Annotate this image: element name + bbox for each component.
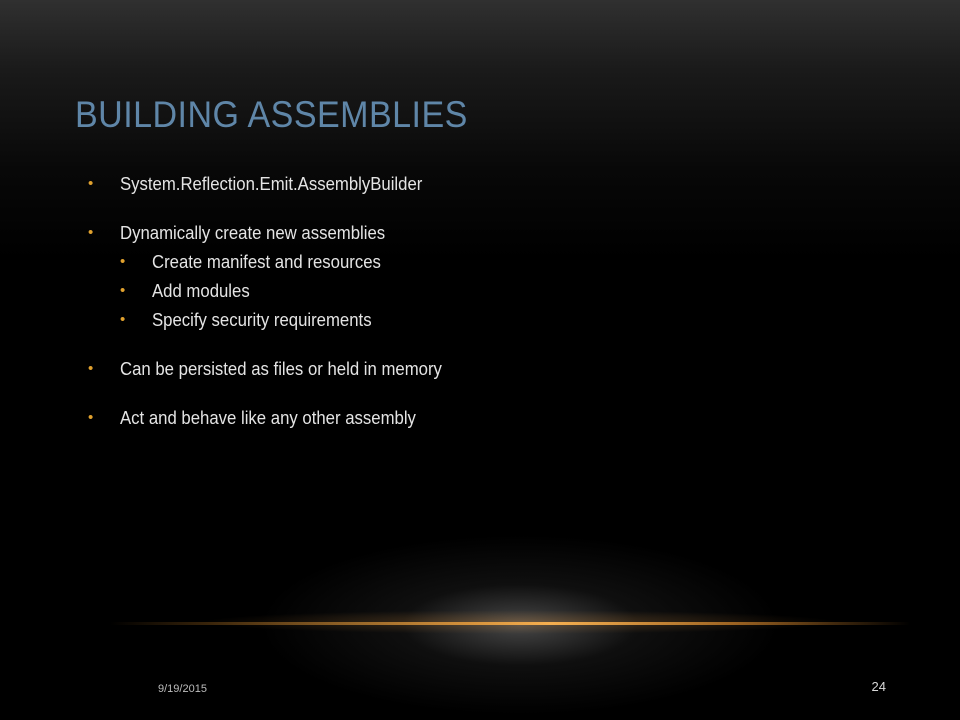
sub-bullet-item	[120, 250, 868, 274]
bullet-text: Dynamically create new assemblies	[120, 223, 386, 243]
sub-bullet-text: Add modules	[152, 281, 250, 301]
sub-bullet-item	[120, 279, 868, 303]
slide-title: BUILDING ASSEMBLIES	[75, 94, 468, 135]
bullet-item	[88, 221, 868, 245]
page-number: 24	[871, 679, 886, 694]
bullet-item	[88, 406, 868, 430]
bullet-text: System.Reflection.Emit.AssemblyBuilder	[120, 174, 423, 194]
sub-bullet-item	[120, 308, 868, 332]
bullet-dot-icon: •	[120, 311, 126, 328]
bullet-dot-icon: •	[88, 175, 94, 192]
bullet-dot-icon: •	[88, 224, 94, 241]
footer-date: 9/19/2015	[158, 683, 207, 695]
sub-bullet-text: Create manifest and resources	[152, 252, 381, 272]
bullet-dot-icon: •	[88, 360, 94, 377]
bullet-dot-icon: •	[88, 409, 94, 426]
bullet-item	[88, 172, 868, 196]
bullet-text: Can be persisted as files or held in memory	[120, 359, 442, 379]
bullet-dot-icon: •	[120, 282, 126, 299]
bullet-text: Act and behave like any other assembly	[120, 408, 416, 428]
accent-line	[110, 622, 910, 625]
bullet-item	[88, 357, 868, 381]
sub-bullet-text: Specify security requirements	[152, 310, 372, 330]
bullet-dot-icon: •	[120, 253, 126, 270]
bullet-list	[88, 172, 868, 455]
